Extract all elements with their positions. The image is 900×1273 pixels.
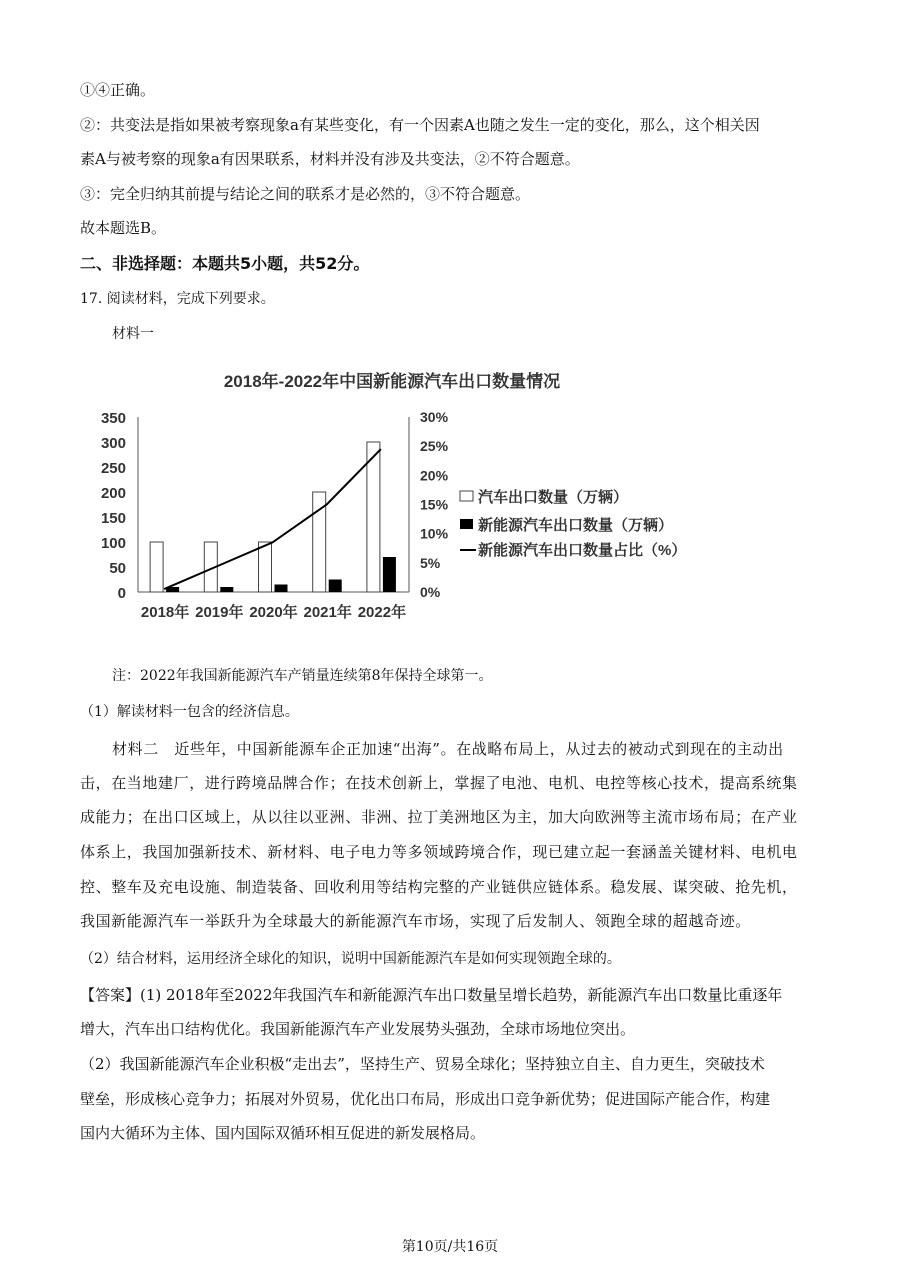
right-axis-tick-label: 30% bbox=[420, 409, 449, 425]
left-axis-tick-label: 200 bbox=[100, 485, 126, 502]
answer-text-line-3: （2）我国新能源汽车企业积极“走出去”，坚持生产、贸易全球化；坚持独立自主、自力更生，突破技术 bbox=[80, 1055, 765, 1073]
left-axis-tick-label: 150 bbox=[100, 510, 126, 527]
sub-question-1: （1）解读材料一包含的经济信息。 bbox=[80, 704, 299, 720]
nev-exports-bar bbox=[275, 585, 288, 593]
x-axis-tick-label: 2021年 bbox=[303, 604, 352, 621]
question-17-prompt: 17. 阅读材料，完成下列要求。 bbox=[80, 291, 275, 307]
answer-line-3: 素A与被考察的现象a有因果联系，材料并没有涉及共变法，②不符合题意。 bbox=[80, 150, 580, 168]
legend-label: 新能源汽车出口数量（万辆） bbox=[478, 517, 674, 534]
x-axis-tick-label: 2022年 bbox=[357, 604, 407, 621]
material-one-label: 材料一 bbox=[112, 326, 154, 342]
right-axis-tick-label: 25% bbox=[420, 438, 449, 455]
answer-text-line-4: 壁垒，形成核心竞争力；拓展对外贸易，优化出口布局，形成出口竞争新优势；促进国际产能合作，构建 bbox=[80, 1090, 771, 1108]
material-two-line-1: 材料二 近些年，中国新能源车企正加速“出海”。在战略布局上，从过去的被动式到现在的主动出 bbox=[112, 740, 784, 758]
material-two-line-2: 击，在当地建厂，进行跨境品牌合作；在技术创新上，掌握了电池、电机、电控等核心技术，提高系统集 bbox=[80, 774, 798, 792]
right-axis-tick-label: 0% bbox=[420, 584, 441, 600]
section-heading: 二、非选择题：本题共5小题，共52分。 bbox=[80, 254, 370, 273]
left-axis-tick-label: 350 bbox=[100, 410, 126, 427]
material-two-line-3: 成能力；在出口区域上，从以往以亚洲、非洲、拉丁美洲地区为主，加大向欧洲等主流市场布局；在产业 bbox=[80, 808, 798, 826]
chart-title: 2018年-2022年中国新能源汽车出口数量情况 bbox=[223, 372, 561, 391]
legend-label: 新能源汽车出口数量占比（%） bbox=[478, 542, 687, 559]
material-two-line-4: 体系上，我国加强新技术、新材料、电子电力等多领域跨境合作，现已建立起一套涵盖关键材料、电机电 bbox=[80, 843, 798, 861]
x-axis-tick-label: 2019年 bbox=[195, 604, 244, 621]
right-axis-tick-label: 10% bbox=[420, 525, 449, 542]
page-footer: 第10页/共16页 bbox=[401, 1239, 499, 1255]
legend-swatch bbox=[460, 519, 473, 529]
answer-line-5: 故本题选B。 bbox=[80, 219, 167, 237]
sub-question-2: （2）结合材料，运用经济全球化的知识，说明中国新能源汽车是如何实现领跑全球的。 bbox=[80, 951, 621, 967]
answer-line-4: ③：完全归纳其前提与结论之间的联系才是必然的，③不符合题意。 bbox=[80, 185, 531, 203]
total-exports-bar bbox=[259, 542, 272, 592]
answer-text-line-5: 国内大循环为主体、国内国际双循环相互促进的新发展格局。 bbox=[80, 1124, 486, 1142]
left-axis-tick-label: 250 bbox=[100, 460, 126, 477]
legend-label: 汽车出口数量（万辆） bbox=[478, 489, 629, 506]
nev-exports-bar bbox=[220, 587, 233, 592]
x-axis-tick-label: 2020年 bbox=[249, 604, 298, 621]
legend-swatch bbox=[460, 491, 473, 501]
answer-line-2: ②：共变法是指如果被考察现象a有某些变化，有一个因素A也随之发生一定的变化，那么，这个相关因 bbox=[80, 116, 760, 134]
right-axis-tick-label: 5% bbox=[420, 554, 441, 571]
answer-text-line-2: 增大，汽车出口结构优化。我国新能源汽车产业发展势头强劲，全球市场地位突出。 bbox=[80, 1020, 636, 1038]
right-axis-tick-label: 20% bbox=[420, 467, 449, 484]
nev-share-line bbox=[164, 449, 381, 589]
material-two-line-5: 控、整车及充电设施、制造装备、回收利用等结构完整的产业链供应链体系。稳发展、谋突破、抢先机， bbox=[80, 878, 798, 896]
left-axis-tick-label: 100 bbox=[100, 535, 126, 552]
left-axis-tick-label: 0 bbox=[117, 585, 126, 602]
total-exports-bar bbox=[367, 442, 380, 592]
material-two-line-6: 我国新能源汽车一举跃升为全球最大的新能源汽车市场，实现了后发制人、领跑全球的超越奇迹。 bbox=[80, 912, 751, 930]
x-axis-tick-label: 2018年 bbox=[140, 604, 190, 621]
nev-exports-bar bbox=[383, 557, 396, 592]
export-chart bbox=[0, 360, 900, 640]
chart-note: 注：2022年我国新能源汽车产销量连续第8年保持全球第一。 bbox=[112, 668, 493, 684]
right-axis-tick-label: 15% bbox=[420, 496, 449, 513]
total-exports-bar bbox=[150, 542, 163, 592]
left-axis-tick-label: 50 bbox=[109, 560, 126, 577]
left-axis-tick-label: 300 bbox=[100, 435, 126, 452]
answer-line-1: ①④正确。 bbox=[80, 81, 156, 99]
nev-exports-bar bbox=[329, 580, 342, 593]
answer-text-line-1: 【答案】(1) 2018年至2022年我国汽车和新能源汽车出口数量呈增长趋势，新能源汽车出口数量比重逐年 bbox=[80, 986, 783, 1004]
